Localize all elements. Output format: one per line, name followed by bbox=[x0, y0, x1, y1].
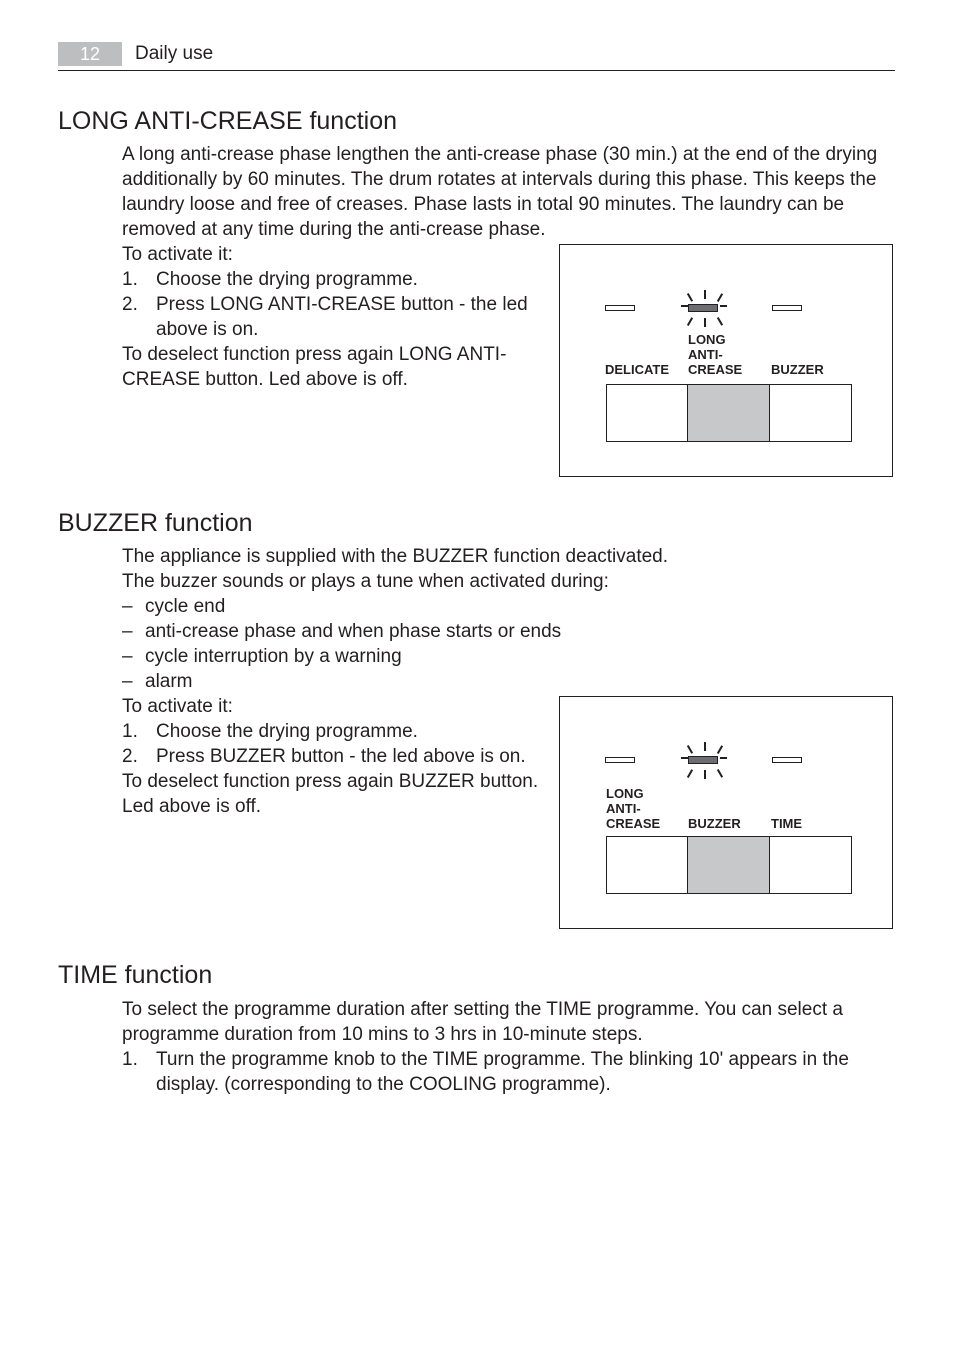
intro-line: removed at any time during the anti-crease phase. bbox=[122, 219, 546, 240]
step-number: 1. bbox=[122, 269, 138, 290]
section-title: Daily use bbox=[135, 43, 214, 64]
header-divider bbox=[58, 70, 895, 71]
step-text: Press BUZZER button - the led above is on. bbox=[156, 746, 526, 767]
blink-ray-icon bbox=[704, 318, 706, 327]
time-line: To select the programme duration after setting the TIME programme. You can select a bbox=[122, 999, 843, 1020]
time-line: programme duration from 10 mins to 3 hrs in 10-minute steps. bbox=[122, 1024, 643, 1045]
blink-ray-icon bbox=[687, 745, 693, 754]
blink-ray-icon bbox=[717, 745, 723, 754]
label-crease: CREASE bbox=[688, 362, 743, 377]
step-1 bbox=[122, 1047, 849, 1072]
led-buzzer bbox=[772, 305, 802, 311]
label-delicate: DELICATE bbox=[605, 362, 670, 377]
dash-bullet: – bbox=[122, 596, 133, 617]
led-time bbox=[772, 757, 802, 763]
long-anti-crease-button bbox=[687, 384, 771, 442]
buzzer-button bbox=[769, 384, 852, 442]
step-number: 2. bbox=[122, 746, 138, 767]
buzzer-panel-illustration bbox=[559, 696, 893, 929]
led-delicate bbox=[605, 305, 635, 311]
time-body bbox=[122, 997, 849, 1097]
label-anti: ANTI- bbox=[606, 801, 641, 816]
time-button bbox=[769, 836, 852, 894]
label-time: TIME bbox=[771, 816, 803, 831]
intro-line: laundry loose and free of creases. Phase lasts in total 90 minutes. The laundry can be bbox=[122, 194, 845, 215]
blink-ray-icon bbox=[704, 290, 706, 299]
long-anti-crease-heading: LONG ANTI-CREASE function bbox=[58, 107, 398, 135]
activate-label: To activate it: bbox=[122, 696, 233, 717]
label-anti: ANTI- bbox=[688, 347, 723, 362]
step-text-continued: above is on. bbox=[156, 319, 259, 340]
blink-ray-icon bbox=[687, 317, 693, 326]
label-long: LONG bbox=[606, 786, 644, 801]
blink-ray-icon bbox=[720, 757, 727, 759]
led-long-anti-crease bbox=[605, 757, 635, 763]
step-number: 1. bbox=[122, 721, 138, 742]
long-anti-crease-panel-illustration bbox=[559, 244, 893, 477]
page-number: 12 bbox=[58, 42, 122, 66]
deselect-text: Led above is off. bbox=[122, 796, 262, 817]
label-buzzer: BUZZER bbox=[771, 362, 824, 377]
blink-ray-icon bbox=[717, 317, 723, 326]
blink-ray-icon bbox=[681, 305, 688, 307]
buzzer-button bbox=[687, 836, 771, 894]
dash-bullet: – bbox=[122, 646, 133, 667]
step-text: Choose the drying programme. bbox=[156, 269, 418, 290]
list-item-text: cycle end bbox=[145, 596, 226, 617]
blink-ray-icon bbox=[687, 293, 693, 302]
long-anti-crease-button bbox=[606, 836, 689, 894]
label-buzzer: BUZZER bbox=[688, 816, 741, 831]
list-item bbox=[122, 619, 668, 644]
dash-bullet: – bbox=[122, 671, 133, 692]
intro-line: A long anti-crease phase lengthen the anti-crease phase (30 min.) at the end of the drying bbox=[122, 144, 878, 165]
blink-ray-icon bbox=[717, 769, 723, 778]
buzzer-line: The appliance is supplied with the BUZZER function deactivated. bbox=[122, 546, 669, 567]
step-text: Choose the drying programme. bbox=[156, 721, 418, 742]
step-number: 2. bbox=[122, 294, 138, 315]
time-heading: TIME function bbox=[58, 961, 213, 989]
list-item bbox=[122, 594, 668, 619]
list-item-text: anti-crease phase and when phase starts or ends bbox=[145, 621, 562, 642]
intro-line: additionally by 60 minutes. The drum rotates at intervals during this phase. This keeps the bbox=[122, 169, 877, 190]
delicate-button bbox=[606, 384, 689, 442]
buzzer-heading: BUZZER function bbox=[58, 509, 253, 537]
blink-ray-icon bbox=[687, 769, 693, 778]
step-text-continued: display. (corresponding to the COOLING programme). bbox=[156, 1074, 611, 1095]
deselect-text: To deselect function press again LONG ANTI- bbox=[122, 344, 507, 365]
blink-ray-icon bbox=[681, 757, 688, 759]
activate-label: To activate it: bbox=[122, 244, 233, 265]
dash-bullet: – bbox=[122, 621, 133, 642]
list-item-text: cycle interruption by a warning bbox=[145, 646, 402, 667]
led-long-anti-crease-lit bbox=[688, 304, 718, 312]
blink-ray-icon bbox=[704, 770, 706, 779]
list-item bbox=[122, 669, 668, 694]
step-text: Press LONG ANTI-CREASE button - the led bbox=[156, 294, 528, 315]
buzzer-line: The buzzer sounds or plays a tune when activated during: bbox=[122, 571, 609, 592]
blink-ray-icon bbox=[720, 305, 727, 307]
deselect-text: To deselect function press again BUZZER button. bbox=[122, 771, 539, 792]
blink-ray-icon bbox=[717, 293, 723, 302]
step-number: 1. bbox=[122, 1049, 138, 1070]
deselect-text: CREASE button. Led above is off. bbox=[122, 369, 408, 390]
list-item-text: alarm bbox=[145, 671, 193, 692]
step-text: Turn the programme knob to the TIME programme. The blinking 10' appears in the bbox=[156, 1049, 849, 1070]
blink-ray-icon bbox=[704, 742, 706, 751]
label-long: LONG bbox=[688, 332, 726, 347]
label-crease: CREASE bbox=[606, 816, 661, 831]
led-buzzer-lit bbox=[688, 756, 718, 764]
list-item bbox=[122, 644, 668, 669]
